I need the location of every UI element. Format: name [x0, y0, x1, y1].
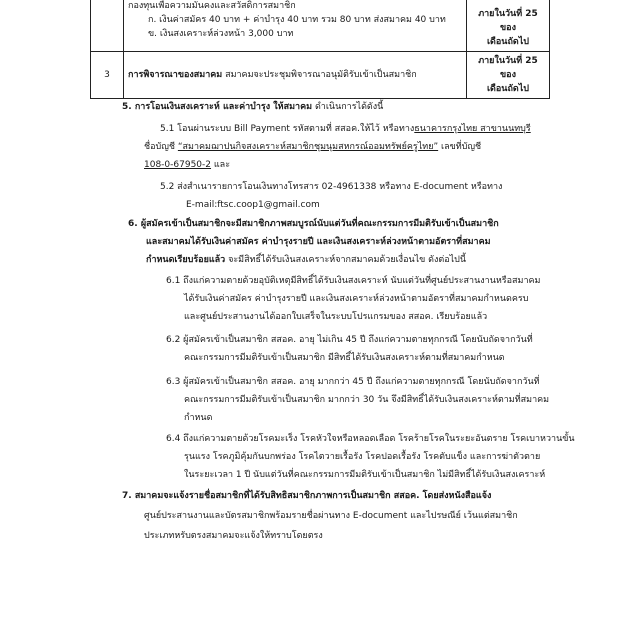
- row-line: ข. เงินสงเคราะห์ล่วงหน้า 3,000 บาท: [148, 29, 294, 39]
- para-6-2: 6.2 ผู้สมัครเข้าเป็นสมาชิก สสอค. อายุ ไม่เกิน 45 ปี ถึงแก่ความตายทุกกรณี โดยนับถัดจากวันที่: [166, 335, 533, 345]
- para-text: 5.1 โอนผ่านระบบ Bill Payment รหัสตามที่ สสอค.ให้ไว้ หรือทาง: [160, 124, 415, 134]
- table-row: [91, 0, 550, 52]
- para-6-1: 6.1 ถึงแก่ความตายด้วยอุบัติเหตุมีสิทธิ์ได้รับเงินสงเคราะห์ นับแต่วันที่ศูนย์ประสานงานหรือสมาคม: [166, 276, 541, 286]
- para-6-2: คณะกรรมการมีมติรับเข้าเป็นสมาชิก มีสิทธิ์ได้รับเงินสงเคราะห์ตามที่สมาคมกำหนด: [184, 353, 505, 363]
- bank-name: ธนาคารกรุงไทย สาขานนทบุรี: [414, 124, 531, 134]
- section-5-heading: [122, 101, 383, 113]
- section-7-line: 7. สมาคมจะแจ้งรายชื่อสมาชิกที่ได้รับสิทธิสมาชิกภาพการเป็นสมาชิก สสอค. โดยส่งหนังสือแจ้ง: [122, 491, 492, 501]
- para-6-4: ในระยะเวลา 1 ปี นับแต่วันที่คณะกรรมการมีมติรับเข้าเป็นสมาชิก ไม่มีสิทธิ์ได้รับเงินสงเคราะห์: [184, 470, 546, 480]
- para-5-1-account: [144, 141, 481, 153]
- para-5-1-account-no: [144, 159, 230, 171]
- section-6-line: [146, 254, 466, 266]
- para-6-3: 6.3 ผู้สมัครเข้าเป็นสมาชิก สสอค. อายุ มากกว่า 45 ปี ถึงแก่ความตายทุกกรณี โดยนับถัดจากวันที่: [166, 377, 540, 387]
- para-6-4: 6.4 ถึงแก่ความตายด้วยโรคมะเร็ง โรคหัวใจหรือหลอดเลือด โรคร้ายโรคในระยะอันตราย โรคเบาหวานขั้น: [166, 434, 575, 444]
- row-detail-cell: [124, 52, 467, 99]
- heading-tail: ดำเนินการได้ดังนี้: [314, 102, 384, 112]
- row-title: การพิจารณาของสมาคม: [128, 70, 223, 80]
- row-detail-cell: [124, 0, 467, 52]
- para-text: ชื่อบัญชี: [144, 142, 178, 152]
- section-7-line: ศูนย์ประสานงานและบัตรสมาชิกพร้อมรายชื่อผ่านทาง E-document และไปรษณีย์ เว้นแต่สมาชิก: [144, 511, 518, 521]
- due-text: ภายในวันที่ 25 ของ: [478, 9, 538, 33]
- para-6-3: คณะกรรมการมีมติรับเข้าเป็นสมาชิก มากกว่า 30 วัน จึงมีสิทธิ์ได้รับเงินสงเคราะห์ตามที่สมาคม: [184, 395, 550, 405]
- row-line: ก. เงินค่าสมัคร 40 บาท + ค่าบำรุง 40 บาท รวม 80 บาท ส่งสมาคม 40 บาท: [148, 15, 446, 25]
- section-6-line: และสมาคมได้รับเงินค่าสมัคร ค่าบำรุงรายปี และเงินสงเคราะห์ล่วงหน้าตามอัตราที่สมาคม: [146, 237, 491, 247]
- bold-text: กำหนดเรียบร้อยแล้ว: [146, 255, 226, 265]
- heading-text: 5. การโอนเงินสงเคราะห์ และค่าบำรุง ให้สมาคม: [122, 102, 313, 112]
- row-text: สมาคมจะประชุมพิจารณาอนุมัติรับเข้าเป็นสมาชิก: [222, 70, 417, 80]
- due-text: เดือนถัดไป: [486, 84, 529, 94]
- row-line: กองทุนเพื่อความมั่นคงและสวัสดิการสมาชิก: [128, 1, 296, 11]
- due-text: ภายในวันที่ 25 ของ: [478, 56, 538, 80]
- email-address: E-mail:ftsc.coop1@gmail.com: [186, 200, 320, 210]
- row-due-cell: [467, 0, 550, 52]
- account-number: 108-0-67950-2: [144, 160, 212, 170]
- section-7-line: ประเภทหรับตรงสมาคมจะแจ้งให้ทราบโดยตรง: [144, 531, 323, 541]
- procedure-table: [90, 0, 550, 99]
- para-6-3: กำหนด: [184, 413, 213, 423]
- para-text: และ: [211, 160, 231, 170]
- para-text: เลขที่บัญชี: [438, 142, 482, 152]
- row-number: 3: [104, 70, 110, 80]
- row-due-cell: [467, 52, 550, 99]
- row-number-cell: [91, 0, 124, 52]
- para-text: จะมีสิทธิ์ได้รับเงินสงเคราะห์จากสมาคมด้วยเงื่อนไข ดังต่อไปนี้: [225, 255, 467, 265]
- para-6-1: ได้รับเงินค่าสมัคร ค่าบำรุงรายปี และเงินสงเคราะห์ล่วงหน้าตามอัตราที่สมาคมกำหนดครบ: [184, 294, 529, 304]
- para-5-1: [160, 123, 531, 135]
- row-number-cell: [91, 52, 124, 99]
- para-5-2: 5.2 ส่งสำเนารายการโอนเงินทางโทรสาร 02-4961338 หรือทาง E-document หรือทาง: [160, 182, 503, 192]
- due-text: เดือนถัดไป: [486, 37, 529, 47]
- section-6-line: 6. ผู้สมัครเข้าเป็นสมาชิกจะมีสมาชิกภาพสมบูรณ์นับแต่วันที่คณะกรรมการมีมติรับเข้าเป็นสมาชิก: [128, 219, 499, 229]
- table-row: [91, 52, 550, 99]
- account-name: “สมาคมฌาปนกิจสงเคราะห์สมาชิกชุมนุมสหกรณ์ออมทรัพย์ครูไทย”: [177, 142, 439, 152]
- para-6-1: และศูนย์ประสานงานได้ออกใบเสร็จในระบบโปรแกรมของ สสอค. เรียบร้อยแล้ว: [184, 312, 488, 322]
- para-6-4: รุนแรง โรคภูมิคุ้มกันบกพร่อง โรคไตวายเรื้อรัง โรคปอดเรื้อรัง โรคตับแข็ง และการฆ่าตัวตาย: [184, 452, 541, 462]
